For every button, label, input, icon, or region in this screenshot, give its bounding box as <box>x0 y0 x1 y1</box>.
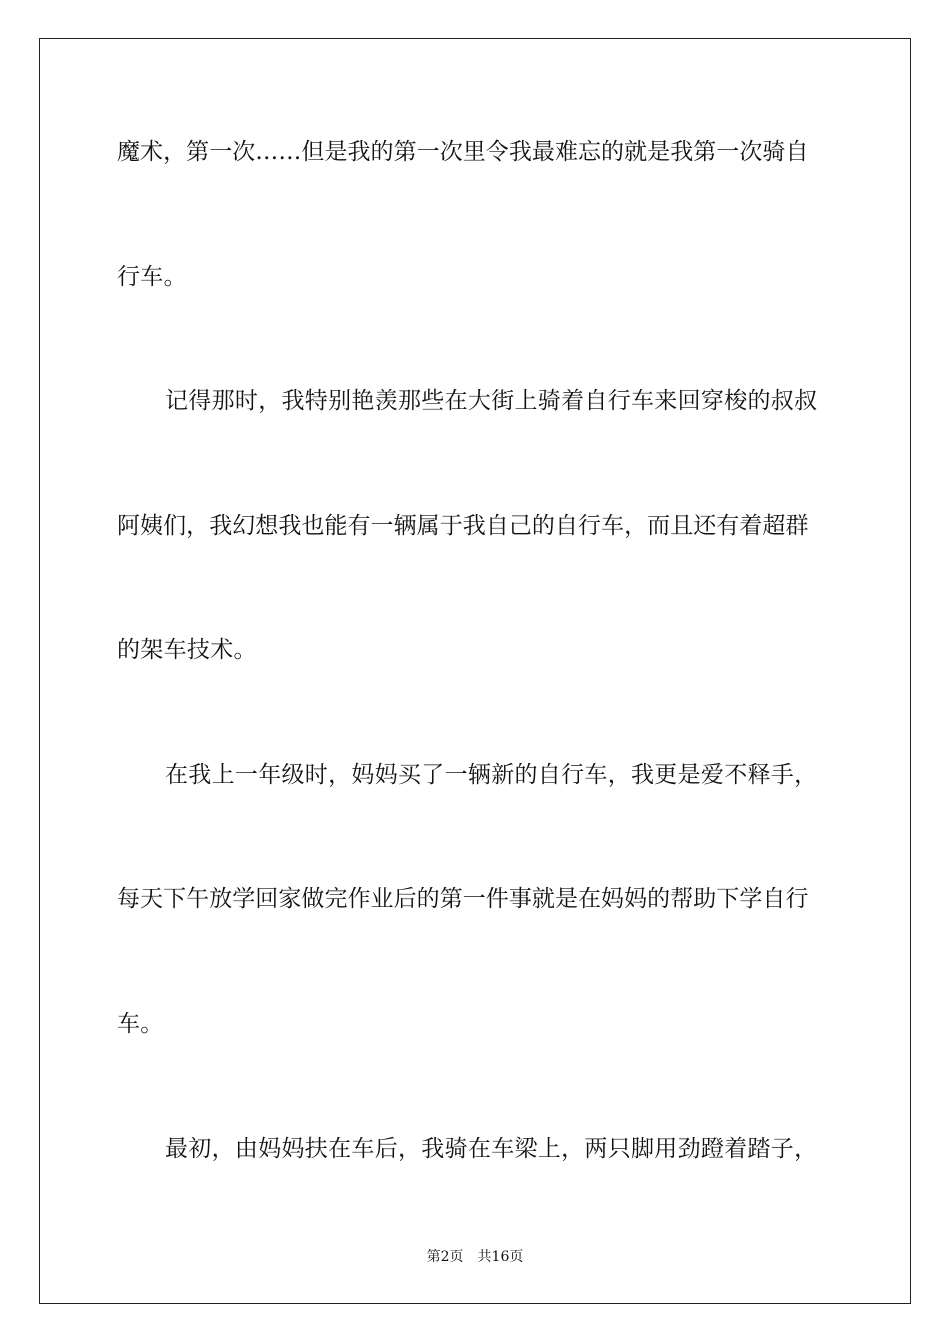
text-line-5: 的架车技术。 <box>117 637 257 663</box>
page-footer <box>0 1248 950 1266</box>
text-line-1: 魔术，第一次……但是我的第一次里令我最难忘的就是我第一次骑自 <box>117 139 809 165</box>
text-line-8: 车。 <box>117 1011 164 1037</box>
page-number: 第2页 <box>426 1249 464 1265</box>
text-line-2: 行车。 <box>117 264 187 290</box>
text-line-3: 记得那时，我特别艳羡那些在大街上骑着自行车来回穿梭的叔叔 <box>165 388 818 414</box>
text-line-9: 最初，由妈妈扶在车后，我骑在车梁上，两只脚用劲蹬着踏子， <box>165 1136 818 1162</box>
page-total: 共16页 <box>477 1249 524 1265</box>
page-border <box>39 38 911 1304</box>
text-line-6: 在我上一年级时，妈妈买了一辆新的自行车，我更是爱不释手， <box>165 762 818 788</box>
text-line-7: 每天下午放学回家做完作业后的第一件事就是在妈妈的帮助下学自行 <box>117 886 809 912</box>
text-line-4: 阿姨们，我幻想我也能有一辆属于我自己的自行车，而且还有着超群 <box>117 513 809 539</box>
